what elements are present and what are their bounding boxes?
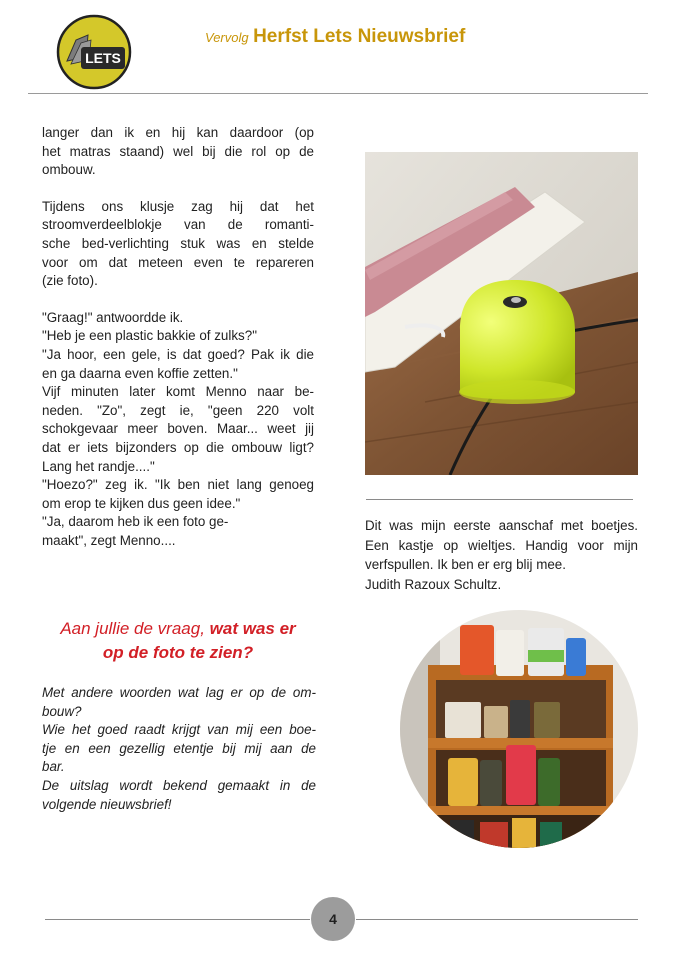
quiz-question-body xyxy=(42,684,316,814)
photo-paint-cabinet xyxy=(400,610,638,848)
logo-text: LETS xyxy=(85,50,121,66)
text-line: ombouw. xyxy=(42,162,96,178)
text-line: De uitslag wordt bekend gemaakt in de xyxy=(42,777,316,793)
text-line: Lang het randje...." xyxy=(42,458,155,474)
page-number-badge xyxy=(311,897,355,941)
text-line: "Heb je een plastic bakkie of zulks?" xyxy=(42,328,257,344)
text-line: en ga daarna even koffie zetten." xyxy=(42,365,238,381)
question-part-1: Aan jullie de vraag, xyxy=(60,619,205,638)
text-line: Vijf minuten later komt Menno naar be- xyxy=(42,384,314,400)
caption-author: Judith Razoux Schultz. xyxy=(365,576,502,592)
caption-line: Dit was mijn eerste aanschaf met boetjes. xyxy=(365,518,638,533)
question-part-3: op de foto te zien? xyxy=(102,643,254,662)
text-line: Wie het goed raadt krijgt van mij een boe- xyxy=(42,722,316,738)
text-line: bouw? xyxy=(42,703,82,719)
text-line: om erop te kijken dus geen idee." xyxy=(42,495,241,511)
text-line: "Ja, daarom heb ik een foto ge- xyxy=(42,514,229,530)
text-line: maakt", zegt Menno.... xyxy=(42,532,176,548)
text-line: voor om dat meteen even te repareren xyxy=(42,254,314,270)
footer-divider-right xyxy=(356,919,638,920)
text-line: volgende nieuwsbrief! xyxy=(42,796,172,812)
text-line: "Hoezo?" zeg ik. "Ik ben niet lang genoeg xyxy=(42,477,314,493)
question-part-2: wat was er xyxy=(209,619,296,638)
text-line: tje en een gezellig etentje bij mij aan de xyxy=(42,740,316,756)
caption-line: verfspullen. Ik ben er erg blij mee. xyxy=(365,557,566,572)
photo-caption xyxy=(365,516,638,594)
text-line: "Ja hoor, een gele, is dat goed? Pak ik die xyxy=(42,346,314,362)
footer-divider-left xyxy=(45,919,310,920)
story-column xyxy=(42,124,314,550)
text-line: stroomverdeelblokje van de romanti- xyxy=(42,217,314,233)
text-line: sche bed-verlichting stuk was en stelde xyxy=(42,235,314,251)
text-line: (zie foto). xyxy=(42,273,98,289)
text-line: Met andere woorden wat lag er op de om- xyxy=(42,685,316,700)
text-line: neden. "Zo", zegt ie, "geen 220 volt xyxy=(42,402,314,418)
text-line: schokgevaar meer boven. Maar... weet jij xyxy=(42,421,314,437)
newsletter-title xyxy=(205,26,465,48)
story-dialogue xyxy=(42,309,314,551)
caption-divider xyxy=(366,499,633,500)
story-paragraph-2 xyxy=(42,198,314,291)
header-divider xyxy=(28,93,648,94)
text-line: dat er iets bijzonders op die ombouw ligt? xyxy=(42,439,314,455)
story-paragraph-1 xyxy=(42,124,314,180)
text-line: Tijdens ons klusje zag hij dat het xyxy=(42,198,314,214)
text-line: langer dan ik en hij kan daardoor (op xyxy=(42,125,314,140)
page-number: 4 xyxy=(329,911,337,927)
text-line: bar. xyxy=(42,759,65,775)
caption-line: Een kastje op wieltjes. Handig voor mijn xyxy=(365,537,638,553)
quiz-question-heading xyxy=(42,617,314,665)
title-prefix: Vervolg xyxy=(205,30,249,45)
title-main: Herfst Lets Nieuwsbrief xyxy=(253,26,466,47)
text-line: "Graag!" antwoordde ik. xyxy=(42,309,184,325)
text-line: het matras staand) wel bij die rol op de xyxy=(42,143,314,159)
lets-logo xyxy=(56,14,132,90)
photo-yellow-bowl xyxy=(365,152,638,475)
